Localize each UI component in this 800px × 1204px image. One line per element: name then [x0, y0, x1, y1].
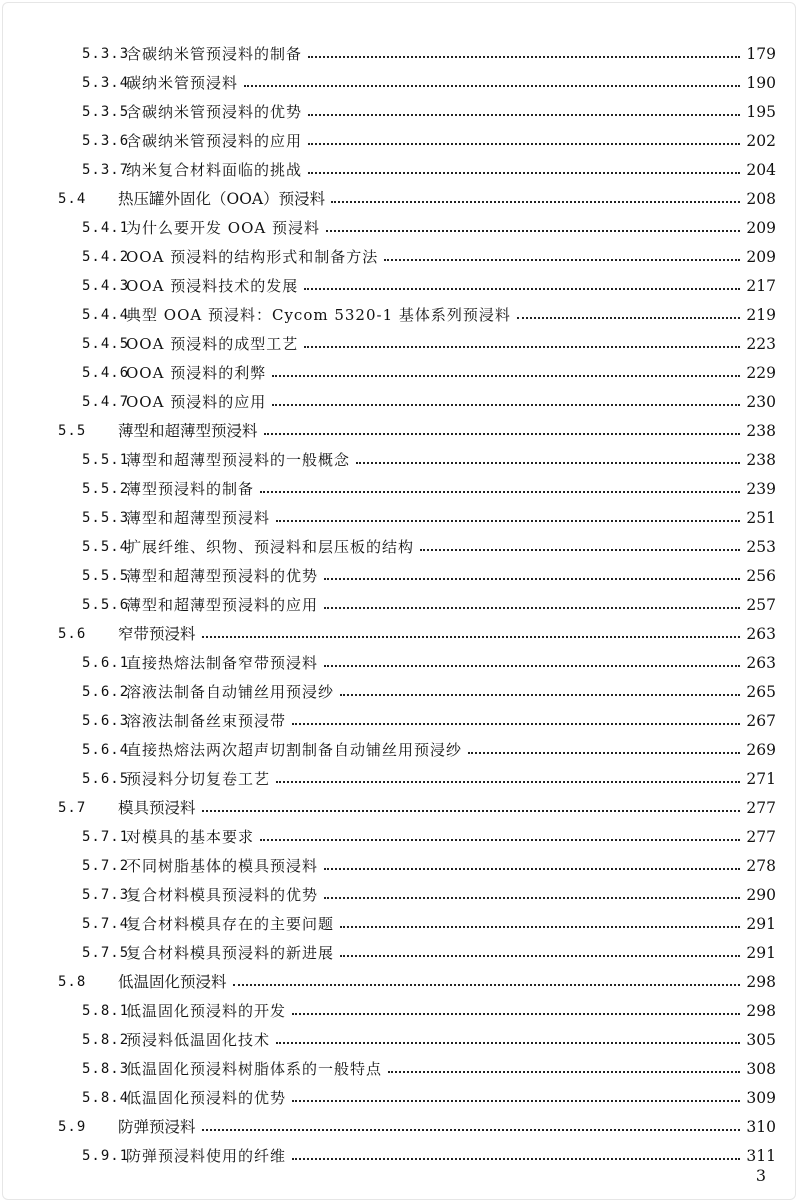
toc-dot-leader	[244, 85, 740, 87]
toc-entry-number: 5.4.4	[82, 307, 130, 323]
toc-entry-title: 复合材料模具预浸料的优势	[126, 886, 319, 904]
toc-entry-page: 208	[746, 190, 776, 208]
toc-entry-number: 5.4.7	[82, 394, 130, 410]
toc-dot-leader	[292, 723, 740, 725]
toc-entry-title: 直接热熔法两次超声切割制备自动铺丝用预浸纱	[126, 741, 463, 759]
toc-entry-title: 防弹预浸料	[118, 1118, 196, 1136]
toc-entry-number: 5.9.1	[82, 1148, 130, 1164]
toc-entry-number: 5.4.3	[82, 278, 130, 294]
toc-subsection-row[interactable]	[0, 707, 800, 736]
toc-entry-page: 305	[746, 1031, 776, 1049]
toc-subsection-row[interactable]	[0, 1055, 800, 1084]
toc-dot-leader	[292, 1100, 740, 1102]
toc-entry-title: 薄型和超薄型预浸料的一般概念	[126, 451, 351, 469]
toc-entry-page: 239	[746, 480, 776, 498]
toc-entry-page: 202	[746, 132, 776, 150]
toc-entry-title: OOA 预浸料的成型工艺	[126, 335, 299, 353]
toc-entry-title: 低温固化预浸料树脂体系的一般特点	[126, 1060, 383, 1078]
toc-entry-number: 5.5.2	[82, 481, 130, 497]
toc-entry-number: 5.8.4	[82, 1090, 130, 1106]
toc-entry-number: 5.8	[58, 974, 87, 990]
toc-entry-number: 5.7.2	[82, 858, 130, 874]
toc-subsection-row[interactable]	[0, 475, 800, 504]
toc-dot-leader	[276, 1042, 740, 1044]
toc-entry-number: 5.4	[58, 191, 87, 207]
toc-subsection-row[interactable]	[0, 881, 800, 910]
toc-subsection-row[interactable]	[0, 939, 800, 968]
toc-dot-leader	[308, 172, 740, 174]
toc-dot-leader	[260, 839, 740, 841]
toc-section-row[interactable]	[0, 968, 800, 997]
toc-entry-title: OOA 预浸料的利弊	[126, 364, 267, 382]
toc-entry-number: 5.6.1	[82, 655, 130, 671]
toc-subsection-row[interactable]	[0, 98, 800, 127]
toc-entry-title: 含碳纳米管预浸料的制备	[126, 45, 303, 63]
toc-entry-page: 209	[746, 219, 776, 237]
toc-entry-page: 238	[746, 451, 776, 469]
toc-entry-page: 251	[746, 509, 776, 527]
toc-entry-title: 纳米复合材料面临的挑战	[126, 161, 303, 179]
toc-dot-leader	[331, 201, 740, 203]
toc-entry-number: 5.3.5	[82, 104, 130, 120]
toc-entry-number: 5.7.4	[82, 916, 130, 932]
toc-entry-number: 5.8.1	[82, 1003, 130, 1019]
toc-entry-title: 预浸料低温固化技术	[126, 1031, 271, 1049]
toc-dot-leader	[202, 810, 740, 812]
toc-dot-leader	[356, 462, 740, 464]
toc-subsection-row[interactable]	[0, 649, 800, 678]
toc-entry-number: 5.5	[58, 423, 87, 439]
toc-subsection-row[interactable]	[0, 533, 800, 562]
toc-entry-title: 扩展纤维、织物、预浸料和层压板的结构	[126, 538, 415, 556]
toc-entry-number: 5.4.2	[82, 249, 130, 265]
toc-dot-leader	[304, 288, 740, 290]
toc-entry-page: 290	[746, 886, 776, 904]
toc-entry-page: 230	[746, 393, 776, 411]
toc-entry-page: 256	[746, 567, 776, 585]
toc-dot-leader	[308, 143, 740, 145]
toc-subsection-row[interactable]	[0, 736, 800, 765]
toc-entry-page: 263	[746, 654, 776, 672]
toc-entry-page: 209	[746, 248, 776, 266]
toc-subsection-row[interactable]	[0, 1026, 800, 1055]
toc-entry-number: 5.6.2	[82, 684, 130, 700]
toc-entry-page: 190	[746, 74, 776, 92]
toc-entry-page: 271	[746, 770, 776, 788]
toc-dot-leader	[384, 259, 740, 261]
toc-dot-leader	[324, 665, 740, 667]
toc-entry-title: 低温固化预浸料的优势	[126, 1089, 287, 1107]
toc-dot-leader	[292, 1013, 740, 1015]
page-number: 3	[755, 1166, 766, 1185]
toc-entry-number: 5.5.1	[82, 452, 130, 468]
toc-entry-number: 5.7	[58, 800, 87, 816]
toc-entry-title: 低温固化预浸料	[118, 973, 227, 991]
toc-entry-title: 薄型和超薄型预浸料	[126, 509, 271, 527]
toc-dot-leader	[324, 868, 740, 870]
toc-entry-title: 薄型和超薄型预浸料的应用	[126, 596, 319, 614]
toc-entry-page: 298	[746, 973, 776, 991]
toc-section-row[interactable]	[0, 620, 800, 649]
toc-entry-page: 298	[746, 1002, 776, 1020]
toc-subsection-row[interactable]	[0, 823, 800, 852]
toc-dot-leader	[202, 636, 740, 638]
toc-dot-leader	[233, 984, 740, 986]
toc-dot-leader	[276, 520, 740, 522]
toc-dot-leader	[340, 694, 740, 696]
toc-entry-number: 5.4.5	[82, 336, 130, 352]
toc-entry-title: 复合材料模具存在的主要问题	[126, 915, 335, 933]
toc-entry-title: OOA 预浸料技术的发展	[126, 277, 299, 295]
toc-entry-title: 含碳纳米管预浸料的优势	[126, 103, 303, 121]
toc-subsection-row[interactable]	[0, 272, 800, 301]
toc-entry-page: 257	[746, 596, 776, 614]
toc-entry-number: 5.6	[58, 626, 87, 642]
toc-entry-title: 溶液法制备自动铺丝用预浸纱	[126, 683, 335, 701]
toc-entry-page: 267	[746, 712, 776, 730]
toc-entry-number: 5.4.1	[82, 220, 130, 236]
toc-section-row[interactable]	[0, 1113, 800, 1142]
toc-entry-number: 5.3.7	[82, 162, 130, 178]
toc-entry-page: 195	[746, 103, 776, 121]
toc-dot-leader	[292, 1158, 740, 1160]
toc-subsection-row[interactable]	[0, 765, 800, 794]
toc-subsection-row[interactable]	[0, 562, 800, 591]
toc-dot-leader	[468, 752, 740, 754]
toc-entry-number: 5.6.3	[82, 713, 130, 729]
toc-entry-number: 5.3.3	[82, 46, 130, 62]
toc-entry-title: 直接热熔法制备窄带预浸料	[126, 654, 319, 672]
toc-subsection-row[interactable]	[0, 214, 800, 243]
toc-entry-number: 5.5.6	[82, 597, 130, 613]
toc-subsection-row[interactable]	[0, 504, 800, 533]
toc-entry-title: 为什么要开发 OOA 预浸料	[126, 219, 320, 237]
toc-entry-number: 5.7.1	[82, 829, 130, 845]
toc-subsection-row[interactable]	[0, 1142, 800, 1171]
toc-entry-title: 窄带预浸料	[118, 625, 196, 643]
toc-entry-number: 5.8.2	[82, 1032, 130, 1048]
toc-dot-leader	[340, 926, 740, 928]
toc-entry-title: OOA 预浸料的应用	[126, 393, 267, 411]
toc-entry-title: 模具预浸料	[118, 799, 196, 817]
toc-entry-page: 278	[746, 857, 776, 875]
toc-dot-leader	[308, 56, 740, 58]
toc-entry-number: 5.7.5	[82, 945, 130, 961]
toc-entry-page: 263	[746, 625, 776, 643]
toc-entry-page: 229	[746, 364, 776, 382]
toc-dot-leader	[324, 897, 740, 899]
toc-entry-title: 薄型和超薄型预浸料的优势	[126, 567, 319, 585]
toc-entry-title: 薄型预浸料的制备	[126, 480, 255, 498]
toc-section-row[interactable]	[0, 185, 800, 214]
toc-subsection-row[interactable]	[0, 388, 800, 417]
toc-entry-page: 277	[746, 799, 776, 817]
toc-entry-number: 5.7.3	[82, 887, 130, 903]
toc-entry-page: 291	[746, 944, 776, 962]
toc-entry-number: 5.5.4	[82, 539, 130, 555]
toc-dot-leader	[308, 114, 740, 116]
toc-subsection-row[interactable]	[0, 852, 800, 881]
toc-entry-number: 5.9	[58, 1119, 87, 1135]
toc-dot-leader	[517, 317, 740, 319]
toc-subsection-row[interactable]	[0, 997, 800, 1026]
toc-subsection-row[interactable]	[0, 301, 800, 330]
toc-entry-page: 291	[746, 915, 776, 933]
toc-entry-title: 防弹预浸料使用的纤维	[126, 1147, 287, 1165]
toc-entry-number: 5.4.6	[82, 365, 130, 381]
toc-entry-page: 217	[746, 277, 776, 295]
toc-dot-leader	[202, 1129, 740, 1131]
toc-entry-number: 5.5.5	[82, 568, 130, 584]
toc-section-row[interactable]	[0, 794, 800, 823]
toc-entry-number: 5.8.3	[82, 1061, 130, 1077]
toc-dot-leader	[260, 491, 740, 493]
toc-entry-page: 310	[746, 1118, 776, 1136]
toc-subsection-row[interactable]	[0, 359, 800, 388]
toc-dot-leader	[324, 578, 740, 580]
toc-entry-title: 不同树脂基体的模具预浸料	[126, 857, 319, 875]
toc-entry-title: 薄型和超薄型预浸料	[118, 422, 258, 440]
toc-dot-leader	[304, 346, 740, 348]
toc-subsection-row[interactable]	[0, 446, 800, 475]
toc-entry-number: 5.5.3	[82, 510, 130, 526]
toc-subsection-row[interactable]	[0, 1084, 800, 1113]
toc-entry-title: OOA 预浸料的结构形式和制备方法	[126, 248, 379, 266]
toc-dot-leader	[420, 549, 740, 551]
toc-entry-title: 溶液法制备丝束预浸带	[126, 712, 287, 730]
toc-entry-page: 308	[746, 1060, 776, 1078]
toc-section-row[interactable]	[0, 417, 800, 446]
toc-subsection-row[interactable]	[0, 156, 800, 185]
toc-entry-title: 复合材料模具预浸料的新进展	[126, 944, 335, 962]
toc-entry-title: 含碳纳米管预浸料的应用	[126, 132, 303, 150]
toc-entry-title: 典型 OOA 预浸料：Cycom 5320-1 基体系列预浸料	[126, 306, 511, 324]
toc-entry-number: 5.3.6	[82, 133, 130, 149]
toc-entry-page: 265	[746, 683, 776, 701]
toc-entry-page: 179	[746, 45, 776, 63]
toc-entry-page: 277	[746, 828, 776, 846]
toc-subsection-row[interactable]	[0, 69, 800, 98]
toc-entry-number: 5.3.4	[82, 75, 130, 91]
toc-dot-leader	[264, 433, 740, 435]
toc-entry-page: 311	[746, 1147, 776, 1165]
table-of-contents	[0, 40, 800, 1171]
toc-entry-page: 269	[746, 741, 776, 759]
toc-entry-page: 219	[746, 306, 776, 324]
toc-dot-leader	[272, 404, 740, 406]
toc-dot-leader	[324, 607, 740, 609]
toc-dot-leader	[272, 375, 740, 377]
toc-subsection-row[interactable]	[0, 243, 800, 272]
toc-subsection-row[interactable]	[0, 40, 800, 69]
toc-entry-title: 预浸料分切复卷工艺	[126, 770, 271, 788]
toc-entry-page: 223	[746, 335, 776, 353]
toc-dot-leader	[326, 230, 740, 232]
toc-dot-leader	[388, 1071, 740, 1073]
toc-subsection-row[interactable]	[0, 910, 800, 939]
toc-entry-title: 热压罐外固化（OOA）预浸料	[118, 190, 326, 208]
toc-entry-title: 对模具的基本要求	[126, 828, 255, 846]
toc-entry-title: 低温固化预浸料的开发	[126, 1002, 287, 1020]
toc-entry-page: 253	[746, 538, 776, 556]
toc-subsection-row[interactable]	[0, 591, 800, 620]
toc-entry-number: 5.6.4	[82, 742, 130, 758]
toc-dot-leader	[340, 955, 740, 957]
toc-entry-title: 碳纳米管预浸料	[126, 74, 239, 92]
toc-subsection-row[interactable]	[0, 330, 800, 359]
toc-entry-page: 309	[746, 1089, 776, 1107]
toc-entry-number: 5.6.5	[82, 771, 130, 787]
toc-subsection-row[interactable]	[0, 678, 800, 707]
toc-subsection-row[interactable]	[0, 127, 800, 156]
toc-entry-page: 238	[746, 422, 776, 440]
toc-dot-leader	[276, 781, 740, 783]
toc-entry-page: 204	[746, 161, 776, 179]
